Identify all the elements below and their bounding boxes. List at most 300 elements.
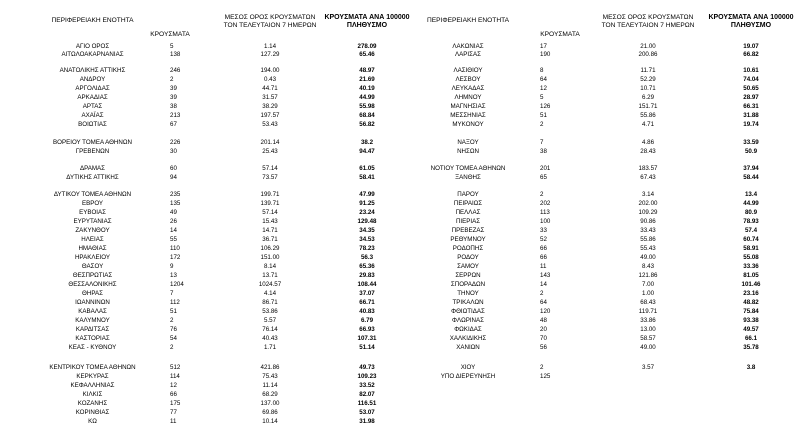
region-name: ΚΕΦΑΛΛΗΝΙΑΣ	[70, 381, 115, 389]
region-name: ΧΑΝΙΩΝ	[456, 344, 480, 351]
cases-value: 2	[170, 76, 174, 83]
avg-value: 1024.57	[258, 281, 282, 288]
table-row	[0, 244, 804, 253]
region-name: ΒΟΙΩΤΙΑΣ	[78, 121, 107, 128]
region-name: ΤΡΙΚΑΛΩΝ	[452, 299, 484, 306]
per100k-value: 66.31	[743, 103, 759, 110]
region-name: ΡΕΘΥΜΝΟΥ	[450, 236, 486, 243]
region-name: ΥΠΟ ΔΙΕΡΕΥΝΗΣΗ	[440, 372, 496, 380]
right-header-per100k: ΚΡΟΥΣΜΑΤΑ ΑΝΑ 100000 ΠΛΗΘΥΣΜΟ	[708, 14, 794, 29]
cases-value: 17	[540, 42, 547, 50]
region-name: ΛΗΜΝΟΥ	[454, 94, 482, 101]
per100k-value: 10.61	[743, 66, 759, 74]
avg-value: 13.71	[262, 272, 278, 279]
per100k-value: 68.84	[359, 112, 375, 119]
right-header-cases: ΚΡΟΥΣΜΑΤΑ	[540, 31, 580, 38]
table-row	[0, 307, 804, 316]
avg-value: 90.86	[640, 218, 656, 225]
region-name: ΑΓΙΟ ΟΡΟΣ	[75, 42, 110, 50]
per100k-value: 48.82	[743, 299, 759, 306]
table-row	[0, 75, 804, 84]
region-name: ΛΑΡΙΣΑΣ	[455, 51, 481, 58]
per100k-value: 23.16	[743, 290, 759, 297]
per100k-value: 66.93	[359, 326, 375, 333]
table-row	[0, 120, 804, 129]
cases-value: 11	[170, 417, 177, 425]
cases-value: 113	[540, 209, 550, 216]
table-row	[0, 173, 804, 182]
cases-value: 39	[170, 85, 177, 92]
per100k-value: 49.57	[743, 326, 759, 333]
cases-value: 2	[170, 344, 174, 351]
per100k-value: 19.07	[743, 42, 759, 50]
table-row	[0, 50, 804, 59]
region-name: ΚΑΣΤΟΡΙΑΣ	[75, 335, 110, 342]
avg-value: 139.71	[260, 200, 280, 207]
per100k-value: 31.88	[743, 112, 759, 119]
table-row	[0, 208, 804, 217]
region-name: ΤΗΝΟΥ	[457, 290, 479, 297]
left-header-per100k: ΚΡΟΥΣΜΑΤΑ ΑΝΑ 100000 ΠΛΗΘΥΣΜΟ	[324, 14, 410, 29]
cases-value: 33	[540, 227, 547, 234]
region-name: ΚΕΡΚΥΡΑΣ	[76, 372, 109, 380]
per100k-value: 108.44	[357, 281, 377, 288]
region-name: ΚΕΑΣ - ΚΥΘΝΟΥ	[68, 344, 117, 351]
region-name: ΛΕΣΒΟΥ	[455, 76, 481, 83]
avg-value: 55.86	[640, 112, 656, 119]
region-name: ΝΑΞΟΥ	[457, 138, 479, 146]
region-name: ΝΟΤΙΟΥ ΤΟΜΕΑ ΑΘΗΝΩΝ	[430, 164, 506, 172]
per100k-value: 29.83	[359, 272, 375, 279]
region-name: ΕΒΡΟΥ	[81, 200, 104, 207]
region-name: ΑΡΓΟΛΙΔΑΣ	[75, 85, 110, 92]
avg-value: 3.57	[641, 363, 655, 371]
table-row	[0, 399, 804, 408]
cases-value: 39	[170, 94, 177, 101]
cases-value: 5	[540, 94, 544, 101]
table-row	[0, 102, 804, 111]
region-name: ΛΑΣΙΘΙΟΥ	[453, 66, 483, 74]
per100k-value: 60.74	[743, 236, 759, 243]
per100k-value: 75.84	[743, 308, 759, 315]
per100k-value: 74.04	[743, 76, 759, 83]
per100k-value: 19.74	[743, 121, 759, 128]
table-row	[0, 289, 804, 298]
avg-value: 3.14	[641, 191, 655, 198]
table-row	[0, 298, 804, 307]
cases-value: 14	[170, 227, 177, 234]
cases-value: 94	[170, 173, 177, 181]
avg-value: 151.71	[638, 103, 658, 110]
region-name: ΘΕΣΠΡΩΤΙΑΣ	[72, 272, 113, 279]
avg-value: 14.71	[262, 227, 278, 234]
per100k-value: 40.83	[359, 308, 375, 315]
avg-value: 8.43	[641, 263, 655, 270]
avg-value: 7.00	[641, 281, 655, 288]
cases-value: 55	[170, 236, 177, 243]
cases-value: 64	[540, 76, 547, 83]
region-name: ΦΩΚΙΔΑΣ	[454, 326, 482, 333]
table-row	[0, 235, 804, 244]
region-name: ΑΧΑΪΑΣ	[81, 112, 104, 119]
cases-value: 13	[170, 272, 177, 279]
table-row	[0, 199, 804, 208]
cases-value: 110	[170, 245, 180, 252]
per100k-value: 31.98	[359, 417, 375, 425]
avg-value: 6.29	[641, 94, 655, 101]
per100k-value: 50.9	[744, 147, 758, 155]
region-name: ΜΕΣΣΗΝΙΑΣ	[450, 112, 486, 119]
region-name: ΔΡΑΜΑΣ	[79, 164, 106, 172]
cases-value: 246	[170, 66, 181, 74]
table-row	[0, 381, 804, 390]
cases-value: 30	[170, 147, 177, 155]
table-row	[0, 408, 804, 417]
cases-value: 100	[540, 218, 551, 225]
avg-value: 13.00	[640, 326, 656, 333]
region-name: ΒΟΡΕΙΟΥ ΤΟΜΕΑ ΑΘΗΝΩΝ	[53, 138, 132, 146]
region-name: ΠΑΡΟΥ	[457, 191, 479, 198]
per100k-value: 34.53	[359, 236, 375, 243]
cases-value: 52	[540, 236, 547, 243]
right-header-avg: ΜΕΣΟΣ ΟΡΟΣ ΚΡΟΥΣΜΑΤΩΝ ΤΟΝ ΤΕΛΕΥΤΑΙΟΝ 7 ΗΜΕΡΩΝ	[601, 14, 695, 29]
avg-value: 4.71	[641, 121, 655, 128]
avg-value: 57.14	[262, 209, 278, 216]
avg-value: 55.43	[640, 245, 656, 252]
cases-value: 77	[170, 408, 177, 416]
region-name: ΚΑΒΑΛΑΣ	[78, 308, 107, 315]
table-row	[0, 226, 804, 235]
cases-value: 125	[540, 372, 551, 380]
per100k-value: 129.48	[357, 218, 377, 225]
per100k-value: 40.19	[359, 85, 375, 92]
per100k-value: 61.05	[359, 164, 375, 172]
per100k-value: 66.82	[743, 51, 759, 58]
left-header-avg: ΜΕΣΟΣ ΟΡΟΣ ΚΡΟΥΣΜΑΤΩΝ ΤΟΝ ΤΕΛΕΥΤΑΙΟΝ 7 ΗΜΕΡΩΝ	[223, 14, 317, 29]
region-name: ΠΡΕΒΕΖΑΣ	[451, 227, 485, 234]
per100k-value: 55.08	[743, 254, 759, 261]
region-name: ΘΗΡΑΣ	[82, 290, 103, 297]
per100k-value: 44.99	[743, 200, 759, 207]
cases-value: 512	[170, 363, 181, 371]
region-name: ΛΕΥΚΑΔΑΣ	[451, 85, 485, 92]
avg-value: 151.00	[260, 254, 280, 261]
cases-value: 2	[540, 191, 544, 198]
per100k-value: 3.8	[746, 363, 756, 371]
table-row	[0, 217, 804, 226]
avg-value: 4.86	[641, 138, 655, 146]
avg-value: 1.71	[263, 344, 277, 351]
avg-value: 106.29	[260, 245, 280, 252]
cases-value: 235	[170, 191, 181, 198]
region-name: ΑΡΚΑΔΙΑΣ	[77, 94, 108, 101]
cases-value: 70	[540, 335, 547, 342]
per100k-value: 50.65	[743, 85, 759, 92]
region-name: ΡΟΔΟΥ	[457, 254, 479, 261]
avg-value: 69.86	[262, 408, 278, 416]
per100k-value: 78.23	[359, 245, 375, 252]
cases-value: 7	[170, 290, 174, 297]
per100k-value: 81.05	[743, 272, 759, 279]
avg-value: 11.71	[640, 66, 656, 74]
avg-value: 73.57	[262, 173, 278, 181]
per100k-value: 66.71	[359, 299, 375, 306]
avg-value: 10.71	[640, 85, 656, 92]
table-row	[0, 372, 804, 381]
avg-value: 0.43	[263, 76, 277, 83]
avg-value: 49.00	[640, 254, 656, 261]
per100k-value: 23.24	[359, 209, 375, 216]
avg-value: 53.43	[262, 121, 278, 128]
table-row	[0, 390, 804, 399]
avg-value: 201.14	[260, 138, 280, 146]
region-name: ΕΥΡΥΤΑΝΙΑΣ	[73, 218, 112, 225]
avg-value: 52.29	[640, 76, 656, 83]
cases-value: 1204	[170, 281, 184, 288]
cases-value: 38	[170, 103, 177, 110]
per100k-value: 94.47	[359, 147, 375, 155]
avg-value: 1.00	[641, 290, 655, 297]
cases-value: 38	[540, 147, 547, 155]
per100k-value: 28.97	[743, 94, 759, 101]
per100k-value: 33.36	[743, 263, 759, 270]
cases-value: 60	[170, 164, 177, 172]
cases-value: 172	[170, 254, 181, 261]
left-header-region: ΠΕΡΙΦΕΡΕΙΑΚΗ ΕΝΟΤΗΤΑ	[51, 17, 134, 24]
cases-value: 213	[170, 112, 181, 119]
table-row	[0, 93, 804, 102]
table-row	[0, 343, 804, 352]
region-name: ΑΝΑΤΟΛΙΚΗΣ ΑΤΤΙΚΗΣ	[59, 66, 126, 74]
per100k-value: 55.98	[359, 103, 375, 110]
per100k-value: 93.38	[743, 317, 759, 324]
avg-value: 1.14	[263, 42, 277, 50]
region-name: ΣΕΡΡΩΝ	[455, 272, 481, 279]
avg-value: 25.43	[262, 147, 278, 155]
avg-value: 200.86	[638, 51, 658, 58]
avg-value: 40.43	[262, 335, 278, 342]
cases-value: 66	[540, 254, 547, 261]
region-name: ΧΙΟΥ	[460, 363, 476, 371]
per100k-value: 91.25	[359, 200, 375, 207]
avg-value: 67.43	[640, 173, 656, 181]
avg-value: 36.71	[262, 236, 278, 243]
avg-value: 68.43	[640, 299, 656, 306]
cases-value: 143	[540, 272, 551, 279]
region-name: ΔΥΤΙΚΗΣ ΑΤΤΙΚΗΣ	[66, 173, 119, 181]
cases-value: 2	[540, 121, 544, 128]
table-row	[0, 84, 804, 93]
avg-value: 202.00	[638, 200, 658, 207]
cases-value: 66	[540, 245, 547, 252]
region-name: ΗΛΕΙΑΣ	[81, 236, 104, 243]
region-name: ΝΗΣΩΝ	[457, 147, 479, 155]
per100k-value: 49.73	[359, 363, 375, 371]
region-name: ΜΥΚΟΝΟΥ	[452, 121, 484, 128]
region-name: ΚΙΛΚΙΣ	[82, 390, 103, 398]
cases-value: 175	[170, 399, 181, 407]
region-name: ΚΑΡΔΙΤΣΑΣ	[75, 326, 110, 333]
per100k-value: 56.82	[359, 121, 375, 128]
avg-value: 31.57	[262, 94, 278, 101]
table-row	[0, 262, 804, 271]
per100k-value: 37.07	[359, 290, 375, 297]
cases-value: 190	[540, 51, 551, 58]
cases-value: 2	[170, 317, 174, 324]
region-name: ΦΘΙΩΤΙΔΑΣ	[451, 308, 485, 315]
cases-value: 48	[540, 317, 547, 324]
per100k-value: 48.97	[359, 66, 375, 74]
avg-value: 58.57	[640, 335, 656, 342]
per100k-value: 82.07	[359, 390, 375, 398]
table-row	[0, 66, 804, 75]
cases-value: 138	[170, 51, 181, 58]
cases-value: 49	[170, 209, 177, 216]
per100k-value: 51.14	[359, 344, 375, 351]
left-header-cases: ΚΡΟΥΣΜΑΤΑ	[150, 31, 190, 38]
avg-value: 8.14	[263, 263, 277, 270]
table-row	[0, 164, 804, 173]
cases-value: 51	[170, 308, 177, 315]
cases-value: 11	[540, 263, 547, 270]
region-name: ΡΟΔΟΠΗΣ	[452, 245, 484, 252]
cases-value: 51	[540, 112, 547, 119]
cases-value: 66	[170, 390, 177, 398]
per100k-value: 6.79	[360, 317, 374, 324]
avg-value: 127.29	[260, 51, 280, 58]
cases-value: 76	[170, 326, 177, 333]
region-name: ΘΑΣΟΥ	[81, 263, 104, 270]
region-name: ΠΕΙΡΑΙΩΣ	[453, 200, 483, 207]
per100k-value: 56.3	[360, 254, 374, 261]
per100k-value: 13.4	[744, 191, 758, 198]
avg-value: 68.29	[262, 390, 278, 398]
table-row	[0, 325, 804, 334]
per100k-value: 33.59	[743, 138, 759, 146]
per100k-value: 53.07	[359, 408, 375, 416]
cases-value: 201	[540, 164, 551, 172]
per100k-value: 35.78	[743, 344, 759, 351]
cases-value: 9	[170, 263, 174, 270]
per100k-value: 101.46	[741, 281, 761, 288]
per100k-value: 65.36	[359, 263, 375, 270]
per100k-value: 80.9	[744, 209, 758, 216]
per100k-value: 78.93	[743, 218, 759, 225]
cases-value: 2	[540, 363, 544, 371]
region-name: ΚΩ	[88, 417, 97, 425]
region-name: ΗΜΑΘΙΑΣ	[78, 245, 107, 252]
region-name: ΗΡΑΚΛΕΙΟΥ	[74, 254, 111, 261]
region-name: ΚΟΖΑΝΗΣ	[77, 399, 108, 407]
per100k-value: 21.69	[359, 76, 375, 83]
region-name: ΣΠΟΡΑΔΩΝ	[450, 281, 486, 288]
region-name: ΠΕΛΛΑΣ	[455, 209, 481, 216]
avg-value: 44.71	[262, 85, 278, 92]
region-name: ΛΑΚΩΝΙΑΣ	[452, 42, 484, 50]
region-name: ΧΑΛΚΙΔΙΚΗΣ	[449, 335, 487, 342]
region-name: ΖΑΚΥΝΘΟΥ	[75, 227, 110, 234]
cases-value: 5	[170, 42, 174, 50]
region-name: ΙΩΑΝΝΙΝΩΝ	[75, 299, 110, 306]
cases-value: 8	[540, 66, 544, 74]
avg-value: 10.14	[262, 417, 278, 425]
cases-value: 114	[170, 372, 180, 380]
per100k-value: 47.99	[359, 191, 375, 198]
region-name: ΦΛΩΡΙΝΑΣ	[452, 317, 484, 324]
per100k-value: 33.52	[359, 381, 375, 389]
avg-value: 76.14	[262, 326, 278, 333]
cases-value: 26	[170, 218, 177, 225]
cases-value: 2	[540, 290, 544, 297]
avg-value: 121.86	[638, 272, 658, 279]
avg-value: 38.29	[262, 103, 278, 110]
cases-value: 56	[540, 344, 547, 351]
avg-value: 197.57	[260, 112, 280, 119]
cases-value: 14	[540, 281, 547, 288]
per100k-value: 65.46	[359, 51, 375, 58]
cases-value: 67	[170, 121, 177, 128]
avg-value: 28.43	[640, 147, 656, 155]
region-name: ΑΝΔΡΟΥ	[79, 76, 106, 83]
per100k-value: 58.44	[743, 173, 759, 181]
per100k-value: 57.4	[744, 227, 758, 234]
avg-value: 119.71	[638, 308, 658, 315]
avg-value: 33.86	[640, 317, 656, 324]
cases-value: 12	[540, 85, 547, 92]
region-name: ΑΙΤΩΛΟΑΚΑΡΝΑΝΙΑΣ	[61, 51, 124, 58]
table-row	[0, 417, 804, 426]
per100k-value: 66.1	[744, 335, 758, 342]
cases-value: 126	[540, 103, 551, 110]
region-name: ΑΡΤΑΣ	[82, 103, 103, 110]
region-name: ΚΟΡΙΝΘΙΑΣ	[75, 408, 110, 416]
avg-value: 15.43	[262, 218, 278, 225]
per100k-value: 116.51	[357, 399, 377, 407]
table-row	[0, 253, 804, 262]
cases-value: 54	[170, 335, 177, 342]
region-name: ΠΙΕΡΙΑΣ	[455, 218, 481, 225]
avg-value: 33.43	[640, 227, 656, 234]
region-name: ΚΑΛΥΜΝΟΥ	[75, 317, 110, 324]
avg-value: 137.00	[260, 399, 280, 407]
per100k-value: 44.99	[359, 94, 375, 101]
cases-value: 7	[540, 138, 544, 146]
avg-value: 49.00	[640, 344, 656, 351]
avg-value: 421.86	[260, 363, 280, 371]
cases-value: 135	[170, 200, 181, 207]
avg-value: 4.14	[263, 290, 277, 297]
cases-value: 20	[540, 326, 547, 333]
table-row	[0, 334, 804, 343]
table-row	[0, 147, 804, 156]
avg-value: 21.00	[640, 42, 656, 50]
region-name: ΞΑΝΘΗΣ	[455, 173, 481, 181]
avg-value: 194.00	[260, 66, 280, 74]
per100k-value: 37.94	[743, 164, 759, 172]
region-name: ΜΑΓΝΗΣΙΑΣ	[450, 103, 486, 110]
cases-value: 65	[540, 173, 547, 181]
per100k-value: 34.35	[359, 227, 375, 234]
cases-value: 112	[170, 299, 180, 306]
cases-value: 64	[540, 299, 547, 306]
region-name: ΕΥΒΟΙΑΣ	[79, 209, 106, 216]
avg-value: 55.86	[640, 236, 656, 243]
per100k-value: 58.91	[743, 245, 759, 252]
region-name: ΣΑΜΟΥ	[457, 263, 479, 270]
table-row	[0, 190, 804, 199]
avg-value: 53.86	[262, 308, 278, 315]
table-row	[0, 363, 804, 372]
